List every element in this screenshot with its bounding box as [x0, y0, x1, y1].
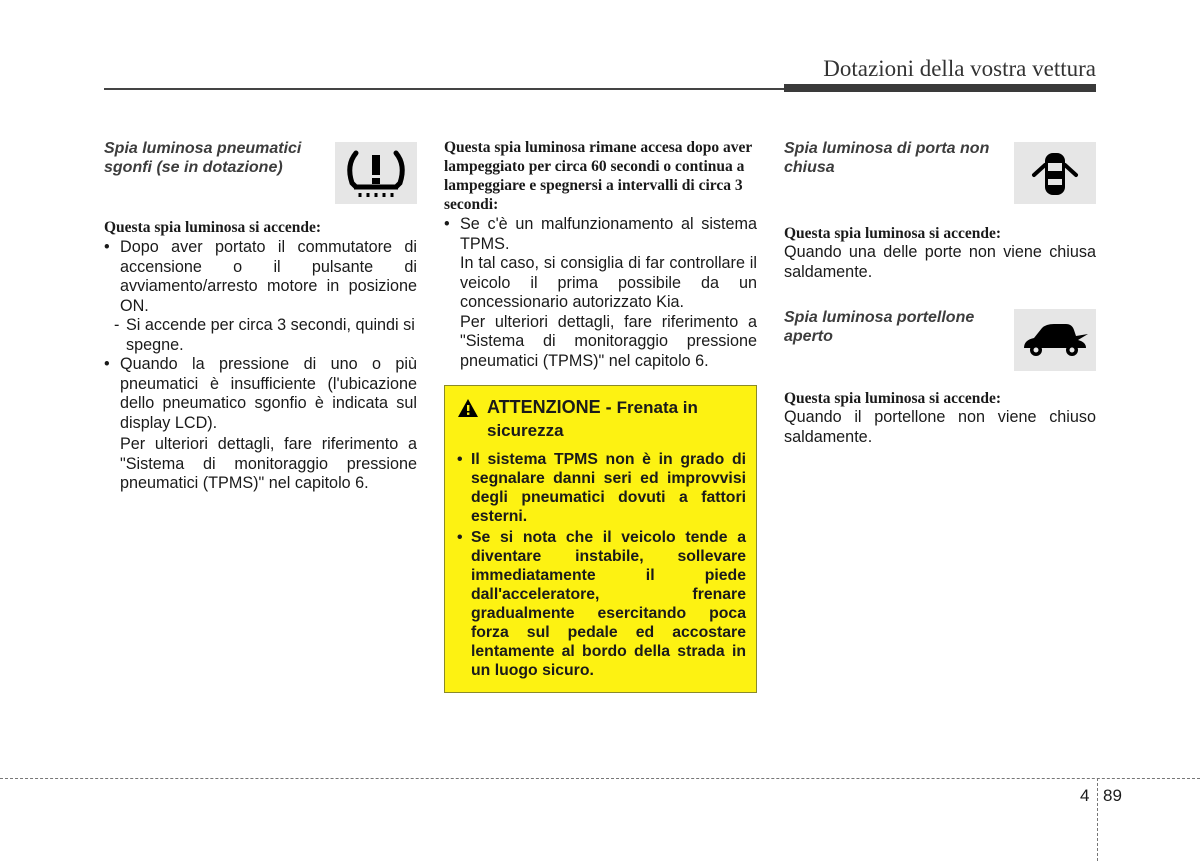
page-number: 89 — [1103, 786, 1122, 805]
tpms-bullet-1-sub: Si accende per circa 3 secondi, quindi si spegne. — [126, 316, 415, 354]
tpms-lead: Questa spia luminosa si accende: — [104, 219, 322, 236]
trunk-text: Quando il portellone non viene chiuso saldamente. — [784, 408, 1096, 446]
warning-header — [457, 396, 746, 442]
door-lead: Questa spia luminosa si accende: — [784, 225, 1002, 242]
footer-divider — [0, 778, 1200, 779]
malfunction-lead: Questa spia luminosa rimane accesa dopo aver lampeggiato per circa 60 secondi o continua a lampeggiare e spegnersi a intervalli di circa 3 secondi: — [444, 139, 752, 213]
chapter-number: 4 — [1080, 786, 1090, 805]
malfunction-bullet-1: Se c'è un malfunzionamento al sistema TPMS. — [460, 215, 757, 253]
warning-item-1: Il sistema TPMS non è in grado di segnalare danni seri ed improvvisi degli pneumatici dovuti a fattori esterni. — [471, 451, 746, 525]
list-item: - Si accende per circa 3 secondi, quindi si spegne. — [104, 316, 417, 355]
warning-title: ATTENZIONE - — [487, 397, 617, 417]
page-header-title: Dotazioni della vostra vettura — [823, 56, 1096, 81]
door-open-icon — [1014, 142, 1096, 204]
tpms-bullet-2-more: Per ulteriori dettagli, fare riferimento a "Sistema di monitoraggio pressione pneumatici (TPMS)" nel capitolo 6. — [120, 435, 417, 492]
door-section-header — [784, 138, 1096, 204]
column-doors — [784, 138, 1096, 447]
list-item: • Il sistema TPMS non è in grado di segnalare danni seri ed improvvisi degli pneumatici dovuti a fattori esterni. — [457, 451, 746, 525]
trunk-section-title: Spia luminosa portellone aperto — [784, 309, 975, 345]
tpms-bullet-1: Dopo aver portato il commutatore di accensione o il pulsante di avviamento/arresto motore in posizione ON. — [120, 238, 417, 315]
tpms-section-header — [104, 138, 417, 204]
malfunction-para-2: In tal caso, si consiglia di far controllare il veicolo il prima possibile da un concessionario autorizzato Kia. — [460, 254, 757, 311]
column-tpms — [104, 138, 417, 494]
trunk-open-icon — [1014, 309, 1096, 371]
trunk-lead: Questa spia luminosa si accende: — [784, 390, 1002, 407]
warning-box — [444, 385, 757, 693]
door-text: Quando una delle porte non viene chiusa saldamente. — [784, 243, 1096, 281]
tire-pressure-warning-icon — [335, 142, 417, 204]
warning-item-2: Se si nota che il veicolo tende a diventare instabile, sollevare immediatamente il piede dall'acceleratore, frenare gradualmente esercitando poca forza sul pedale ed accostare lentamente al bordo della strada in un luogo sicuro. — [471, 529, 746, 679]
trunk-section-header — [784, 307, 1096, 371]
tpms-section-title: Spia luminosa pneumatici sgonfi (se in dotazione) — [104, 140, 302, 176]
list-item: • Se c'è un malfunzionamento al sistema TPMS. — [444, 215, 757, 253]
header-rule — [104, 88, 784, 90]
malfunction-para-3: Per ulteriori dettagli, fare riferimento a "Sistema di monitoraggio pressione pneumatici (TPMS)" nel capitolo 6. — [460, 312, 757, 370]
list-item: • Dopo aver portato il commutatore di accensione o il pulsante di avviamento/arresto motore in posizione ON. — [104, 238, 417, 315]
list-item: • Quando la pressione di uno o più pneumatici è insufficiente (l'ubicazione dello pneumatico sgonfio è indicata sul display LCD). — [104, 355, 417, 432]
warning-subtitle: Frenata in sicurezza — [487, 398, 698, 440]
footer-vertical-divider — [1097, 778, 1098, 861]
header-rule-thick — [784, 84, 1096, 92]
list-item: • Se si nota che il veicolo tende a diventare instabile, sollevare immediatamente il piede dall'acceleratore, frenare gradualmente esercitando poca forza sul pedale ed accostare lentamente al bordo della strada in un luogo sicuro. — [457, 529, 746, 679]
door-section-title: Spia luminosa di porta non chiusa — [784, 140, 990, 176]
warning-triangle-icon — [457, 396, 487, 423]
tpms-bullet-2: Quando la pressione di uno o più pneumatici è insufficiente (l'ubicazione dello pneumatico sgonfio è indicata sul display LCD). — [120, 355, 417, 432]
column-tpms-malfunction — [444, 138, 757, 693]
